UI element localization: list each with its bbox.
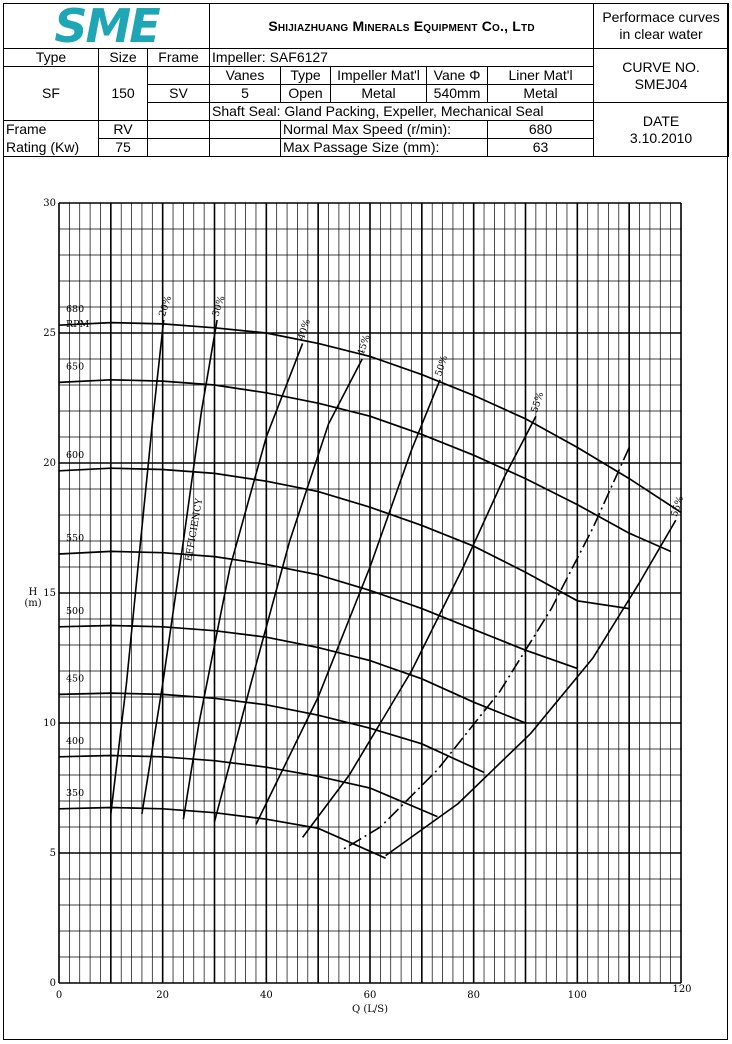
efficiency-curve	[386, 520, 676, 855]
date-label: DATE	[642, 112, 680, 129]
speed-label: 350	[66, 787, 85, 799]
vanes-value: 5	[210, 85, 281, 103]
head-curve	[59, 693, 484, 772]
x-axis-label: Q (L/S)	[351, 1004, 389, 1015]
y-tick-label: 5	[49, 848, 56, 859]
x-tick-label: 0	[55, 990, 63, 1001]
frame-label: Frame	[148, 49, 210, 67]
impeller-mat-label: Impeller Mat'l	[331, 67, 427, 85]
company-logo: SME	[54, 3, 159, 49]
efficiency-label: 50%	[433, 354, 451, 378]
max-speed-label: Normal Max Speed (r/min):	[281, 121, 488, 139]
max-passage-value: 63	[488, 139, 594, 157]
x-tick-label: 100	[567, 990, 587, 1001]
speed-label: 500	[66, 605, 85, 617]
efficiency-label: 30%	[210, 294, 228, 318]
y-axis-label: H	[28, 587, 38, 598]
type-value: SF	[4, 67, 99, 121]
vane-dia-label: Vane Φ	[427, 67, 488, 85]
speed-label: 400	[66, 735, 85, 747]
y-tick-label: 10	[43, 718, 56, 729]
type-label: Type	[4, 49, 99, 67]
vane-dia-value: 540mm	[427, 85, 488, 103]
y-tick-label: 20	[43, 458, 56, 469]
chart-labels	[24, 198, 691, 1015]
efficiency-label: 45%	[355, 333, 373, 357]
vanes-label: Vanes	[210, 67, 281, 85]
liner-mat-value: Metal	[488, 85, 594, 103]
x-tick-label: 80	[467, 990, 481, 1001]
performance-note: Performace curves in clear water	[594, 4, 729, 49]
efficiency-label: 55%	[529, 390, 547, 415]
x-tick-label: 40	[259, 990, 273, 1001]
x-end-label: 120	[672, 984, 692, 995]
company-name: Shijiazhuang Minerals Equipment Co., Ltd	[210, 4, 594, 49]
frame-rating-label-2: Rating (Kw)	[4, 139, 99, 157]
y-tick-label: 30	[43, 198, 56, 209]
liner-mat-label: Liner Mat'l	[488, 67, 594, 85]
date-value: 3.10.2010	[629, 129, 693, 146]
max-speed-value: 680	[488, 121, 594, 139]
impeller-mat-value: Metal	[331, 85, 427, 103]
max-passage-label: Max Passage Size (mm):	[281, 139, 488, 157]
efficiency-curve	[342, 447, 630, 850]
efficiency-curve	[303, 416, 536, 837]
y-axis-unit: (m)	[24, 598, 42, 609]
size-value: 150	[99, 67, 148, 121]
y-tick-label: 15	[43, 588, 56, 599]
impeller-type-value: Open	[281, 85, 331, 103]
head-curve	[59, 380, 671, 552]
speed-label: 550	[66, 533, 85, 544]
y-tick-label: 25	[43, 328, 56, 339]
frame-value: SV	[148, 85, 210, 103]
rpm-label: RPM	[66, 319, 90, 331]
impeller-label: Impeller: SAF6127	[210, 49, 594, 67]
speed-label: 650	[66, 361, 85, 373]
curve-no-value: SMEJ04	[634, 75, 688, 92]
frame-rating-label-1: Frame	[4, 121, 99, 139]
curve-no-label: CURVE NO.	[622, 58, 700, 75]
speed-label: 450	[66, 673, 85, 685]
shaft-seal: Shaft Seal: Gland Packing, Expeller, Mechanical Seal	[210, 103, 594, 121]
efficiency-axis-label: EFFICIENCY	[183, 497, 206, 563]
y-tick-label: 0	[49, 978, 56, 989]
x-tick-label: 60	[363, 990, 377, 1001]
speed-label: 600	[66, 449, 85, 461]
efficiency-curve	[256, 380, 440, 825]
frame-rating-kw: 75	[99, 139, 148, 157]
head-curve	[59, 808, 386, 859]
x-tick-label: 20	[156, 990, 170, 1001]
size-label: Size	[99, 49, 148, 67]
efficiency-label: 20%	[157, 294, 175, 318]
efficiency-label: 55%	[669, 494, 687, 519]
impeller-type-label: Type	[281, 67, 331, 85]
efficiency-label: 40%	[296, 317, 313, 342]
speed-label: 680	[66, 304, 85, 316]
efficiency-curve	[215, 359, 363, 822]
head-curve	[59, 626, 526, 724]
chart-grid	[59, 203, 681, 983]
frame-rating-frame: RV	[99, 121, 148, 139]
